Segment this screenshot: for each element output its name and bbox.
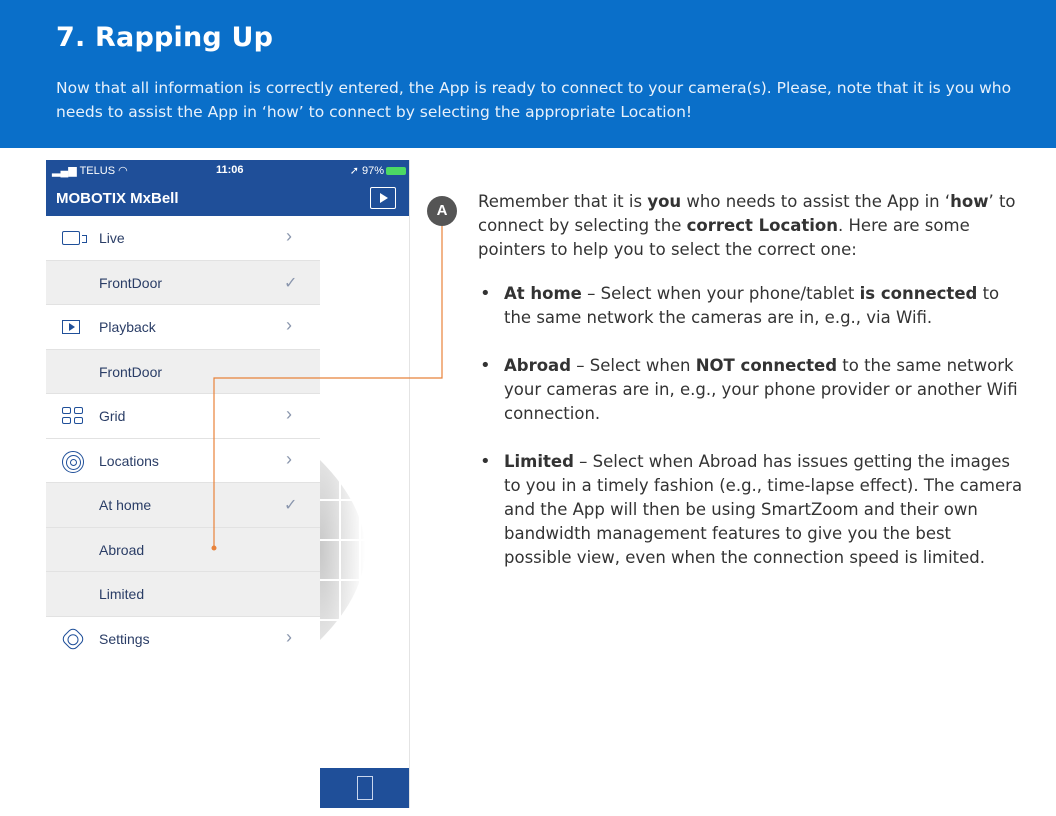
- menu-item-grid[interactable]: Grid ›: [46, 394, 320, 439]
- menu-subitem-frontdoor-playback[interactable]: FrontDoor: [46, 350, 320, 395]
- settings-icon: [60, 626, 85, 651]
- explanation-text: [478, 190, 1023, 594]
- header-banner: [0, 0, 1056, 148]
- door-icon: [357, 776, 373, 800]
- page-title: 7. Rapping Up: [56, 22, 274, 53]
- menu-item-playback[interactable]: Playback ›: [46, 305, 320, 350]
- chevron-right-icon: ›: [286, 315, 292, 335]
- chevron-right-icon: ›: [286, 626, 292, 647]
- chevron-right-icon: ›: [286, 404, 292, 424]
- status-time: 11:06: [216, 164, 244, 176]
- callout-marker-a: A: [427, 196, 457, 226]
- menu-subitem-at-home[interactable]: At home ✓: [46, 483, 320, 528]
- battery-icon: [386, 167, 406, 175]
- camera-icon: [62, 231, 80, 245]
- app-title: MOBOTIX MxBell: [56, 190, 179, 207]
- explanation-intro: Remember that it is you who needs to assist the App in ‘how’ to connect by selecting the correct Location. Here are some pointers to help you to select the correct one:: [478, 192, 1016, 259]
- menu-subitem-frontdoor-live[interactable]: FrontDoor ✓: [46, 261, 320, 306]
- carrier-label: ▂▄▆ TELUS ◠: [52, 165, 128, 177]
- exit-door-button[interactable]: [320, 768, 410, 808]
- check-icon: ✓: [284, 274, 298, 292]
- chevron-right-icon: ›: [286, 448, 292, 469]
- app-bar: [46, 182, 410, 216]
- background-graphic: [320, 460, 410, 640]
- status-bar: [46, 160, 410, 182]
- menu-item-live[interactable]: Live ›: [46, 216, 320, 261]
- location-options-list: [478, 282, 1023, 570]
- menu-subitem-limited[interactable]: Limited: [46, 572, 320, 617]
- list-item: • At home – Select when your phone/tablet is connected to the same network the cameras are in, e.g., via Wifi.: [478, 282, 1023, 330]
- battery-indicator: ➚ 97%: [350, 164, 406, 177]
- locations-icon: [62, 451, 84, 473]
- play-icon[interactable]: [370, 187, 396, 209]
- list-item: • Abroad – Select when NOT connected to the same network your cameras are in, e.g., your phone provider or another Wifi connection.: [478, 354, 1023, 426]
- playback-icon: [62, 320, 80, 334]
- chevron-right-icon: ›: [286, 226, 292, 246]
- list-item: • Limited – Select when Abroad has issues getting the images to you in a timely fashion (e.g., time-lapse effect). The camera and the App will then be using SmartZoom and their own bandwidth management features to give you the best possible view, even when the connection speed is limited.: [478, 450, 1023, 570]
- phone-screenshot: [46, 160, 410, 808]
- side-menu: [46, 216, 320, 661]
- menu-subitem-abroad[interactable]: Abroad: [46, 528, 320, 573]
- menu-item-settings[interactable]: Settings ›: [46, 617, 320, 662]
- intro-text: Now that all information is correctly entered, the App is ready to connect to your camera(s). Please, note that it is you who needs to assist the App in ‘how’ to connect by selecting the appropriate Location!: [56, 79, 1012, 121]
- grid-icon: [62, 406, 84, 426]
- menu-item-locations[interactable]: Locations ›: [46, 439, 320, 484]
- check-icon: ✓: [284, 497, 298, 514]
